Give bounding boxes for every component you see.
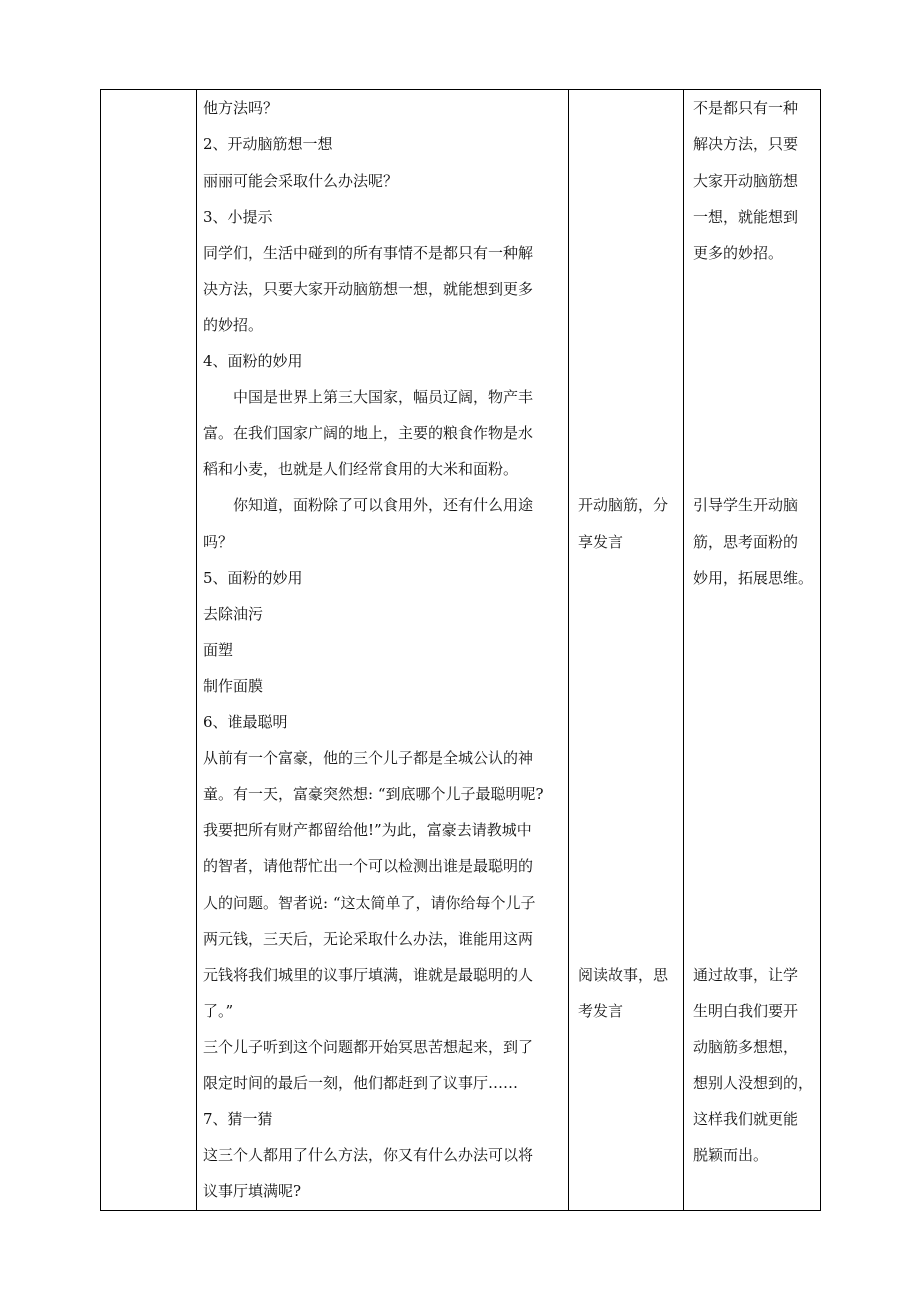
content-line: 的智者，请他帮忙出一个可以检测出谁是最聪明的 [203,857,534,875]
content-line: 制作面膜 [203,677,264,695]
content-line: 这三个人都用了什么方法，你又有什么办法可以将 [203,1146,534,1164]
content-line: 6、谁最聪明 [203,713,288,731]
stage-column [101,90,196,1210]
content-line: 稻和小麦，也就是人们经常食用的大米和面粉。 [203,460,519,478]
intent-line: 脱颖而出。 [693,1146,769,1164]
content-line: 童。有一天，富豪突然想: “到底哪个儿子最聪明呢? [203,785,544,803]
intent-line: 生明白我们要开 [693,1002,799,1020]
design-intent-column [684,90,820,1210]
content-line: 元钱将我们城里的议事厅填满，谁就是最聪明的人 [203,966,534,984]
activity-line: 享发言 [578,533,624,551]
content-line: 2、开动脑筋想一想 [203,135,333,153]
content-line: 富。在我们国家广阔的地上，主要的粮食作物是水 [203,424,534,442]
activity-line: 考发言 [578,1002,624,1020]
content-line: 3、小提示 [203,208,273,226]
content-line: 你知道，面粉除了可以食用外，还有什么用途 [203,496,534,514]
content-line: 同学们，生活中碰到的所有事情不是都只有一种解 [203,244,534,262]
activity-line: 开动脑筋，分 [578,496,669,514]
intent-line: 引导学生开动脑 [693,496,799,514]
content-line: 丽丽可能会采取什么办法呢？ [203,172,399,190]
intent-line: 大家开动脑筋想 [693,172,799,190]
intent-line: 妙用，拓展思维。 [693,569,814,587]
content-line: 我要把所有财产都留给他!”为此，富豪去请教城中 [203,821,532,839]
content-line: 决方法，只要大家开动脑筋想一想，就能想到更多 [203,280,534,298]
intent-line: 想别人没想到的， [693,1074,814,1092]
content-line: 三个儿子听到这个问题都开始冥思苦想起来，到了 [203,1038,534,1056]
content-line: 人的问题。智者说: “这太简单了，请你给每个儿子 [203,894,536,912]
intent-line: 一想，就能想到 [693,208,799,226]
intent-line: 解决方法，只要 [693,135,799,153]
content-line: 7、猜一猜 [203,1110,273,1128]
teaching-content-column [197,90,568,1210]
intent-line: 筋，思考面粉的 [693,533,799,551]
content-line: 两元钱，三天后，无论采取什么办法，谁能用这两 [203,930,534,948]
content-line: 中国是世界上第三大国家，幅员辽阔，物产丰 [203,388,534,406]
content-line: 4、面粉的妙用 [203,352,303,370]
content-line: 的妙招。 [203,316,264,334]
content-line: 去除油污 [203,605,264,623]
content-line: 从前有一个富豪，他的三个儿子都是全城公认的神 [203,749,534,767]
student-activity-column [569,90,683,1210]
content-line: 吗？ [203,533,234,551]
content-line: 5、面粉的妙用 [203,569,303,587]
intent-line: 动脑筋多想想， [693,1038,799,1056]
activity-line: 阅读故事，思 [578,966,669,984]
content-line: 他方法吗？ [203,99,279,117]
content-line: 了。” [203,1002,234,1020]
intent-line: 这样我们就更能 [693,1110,799,1128]
intent-line: 更多的妙招。 [693,244,784,262]
intent-line: 不是都只有一种 [693,99,799,117]
content-line: 限定时间的最后一刻，他们都赶到了议事厅…… [203,1074,519,1092]
intent-line: 通过故事，让学 [693,966,799,984]
content-line: 面塑 [203,641,234,659]
content-line: 议事厅填满呢? [203,1182,302,1200]
lesson-table [100,89,821,1211]
